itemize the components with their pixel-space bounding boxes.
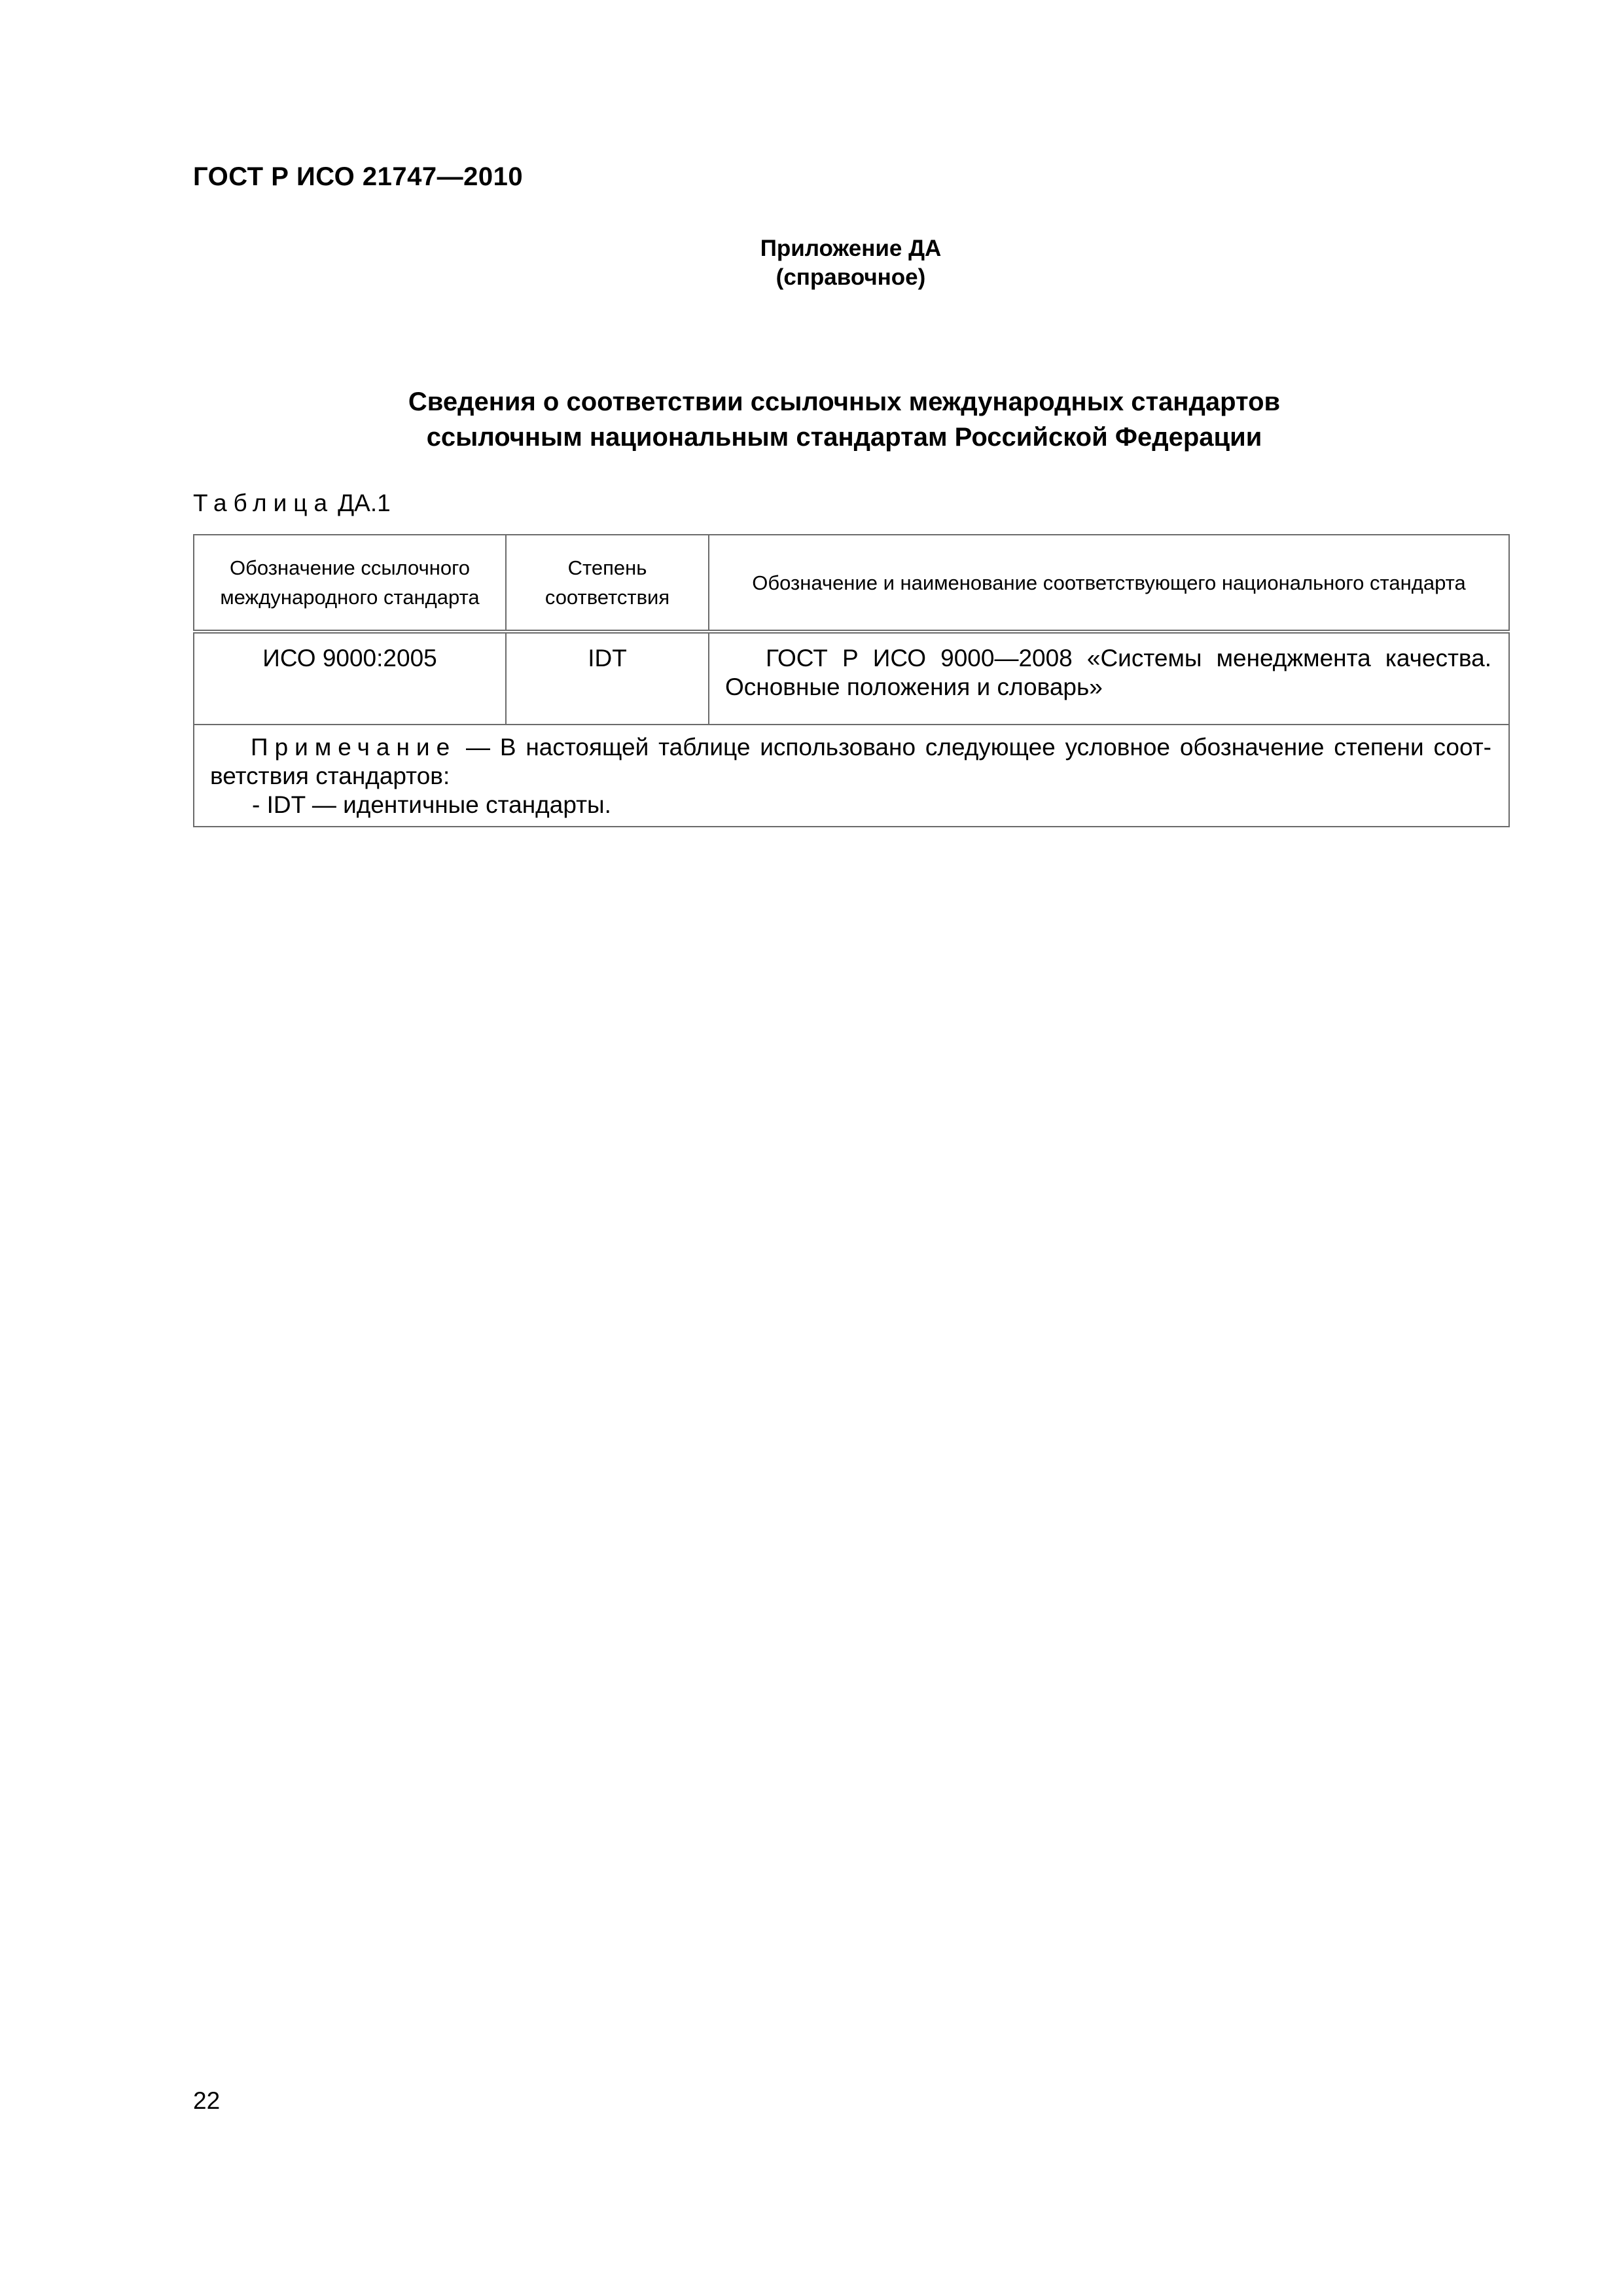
- table-note-row: [194, 725, 1509, 827]
- table-caption-number: ДА.1: [338, 490, 391, 516]
- cell-national-standard: [709, 632, 1509, 725]
- section-heading-line-1: Сведения о соответствии ссылочных международных стандартов: [408, 387, 1281, 416]
- table-note: [194, 725, 1509, 827]
- reference-standards-table: [193, 534, 1510, 827]
- table-caption-word: Таблица: [193, 490, 334, 516]
- appendix-kind: (справочное): [776, 264, 926, 290]
- cell-international-standard: ИСО 9000:2005: [194, 632, 506, 725]
- page-number: 22: [193, 2087, 221, 2114]
- appendix-title: Приложение ДА: [760, 236, 942, 261]
- national-standard-line-1: ГОСТ Р ИСО 9000—2008 «Системы менеджмента качества.: [766, 645, 1491, 672]
- column-header-international: Обозначение ссылочного международного стандарта: [194, 535, 506, 632]
- note-text-part-1: — В настоящей таблице использовано следующее условное обозначение степени соот-: [466, 734, 1491, 761]
- column-header-national: Обозначение и наименование соответствующего национального стандарта: [709, 535, 1509, 632]
- table-caption: [193, 490, 391, 517]
- document-code: ГОСТ Р ИСО 21747—2010: [193, 162, 524, 191]
- cell-degree: IDT: [506, 632, 709, 725]
- note-label: Примечание: [251, 734, 457, 761]
- section-heading-line-2: ссылочным национальным стандартам Российской Федерации: [426, 423, 1262, 452]
- column-header-degree: Степень соответствия: [506, 535, 709, 632]
- note-text-part-2: ветствия стандартов:: [210, 762, 450, 789]
- national-standard-line-2: Основные положения и словарь»: [725, 673, 1103, 700]
- table-header-row: [194, 535, 1509, 632]
- note-list-item: - IDT — идентичные стандарты.: [252, 791, 611, 818]
- note-line-1: [210, 733, 1491, 762]
- table-row: [194, 632, 1509, 725]
